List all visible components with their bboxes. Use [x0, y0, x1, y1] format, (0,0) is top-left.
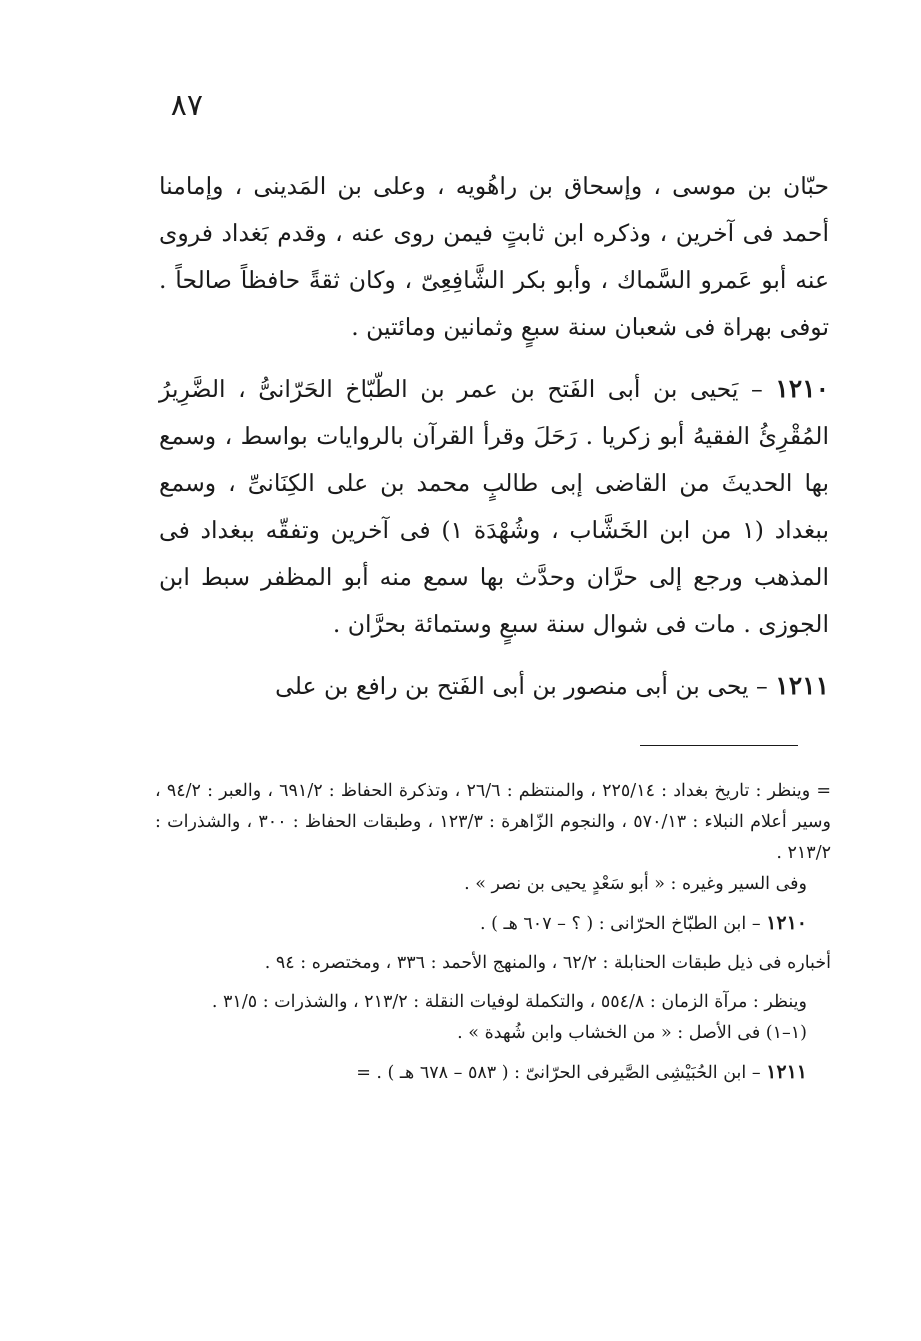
- footnote-number: ١٢١١: [766, 1061, 807, 1083]
- footnote-line: (١–١) فى الأصل : « من الخشاب وابن شُهدة » .: [457, 1023, 807, 1043]
- footnote-number: ١٢١٠: [766, 912, 807, 934]
- entry-1210: [159, 365, 829, 648]
- main-text: [159, 163, 829, 710]
- entry-number: ١٢١٠: [775, 374, 829, 403]
- entry-number: ١٢١١: [775, 671, 829, 700]
- footnote-1211: [155, 1057, 831, 1089]
- footnote-line: أخباره فى ذيل طبقات الحنابلة : ٦٢/٢ ، والمنهج الأحمد : ٣٣٦ ، ومختصره : ٩٤ .: [264, 953, 831, 973]
- paragraph-continuation: حبّان بن موسى ، وإسحاق بن راهُويه ، وعلى بن المَدينى ، وإمامنا أحمد فى آخرين ، وذكره ابن ثابتٍ فيمن روى عنه ، وقدم بَغداد فروى عنه أبو عَمرو السَّماك ، وأبو بكر الشَّافِعِىّ ، وكان ثقةً حافظاً صالحاً . توفى بهراة فى شعبان سنة سبعٍ وثمانين ومائتين .: [159, 172, 829, 341]
- entry-1211: [159, 662, 829, 710]
- footnote-text: – ابن الطبّاخ الحرّانى : ( ؟ – ٦٠٧ هـ ) .: [479, 914, 767, 934]
- footnote-text: – ابن الحُبَيْشِى الصَّيرفى الحرّانىّ : ( ٥٨٣ – ٦٧٨ هـ ) . =: [356, 1063, 767, 1083]
- footnote-divider: [640, 745, 798, 746]
- footnote-line: وينظر : مرآة الزمان : ٥٥٤/٨ ، والتكملة لوفيات النقلة : ٢١٣/٢ ، والشذرات : ٣١/٥ .: [211, 992, 807, 1012]
- entry-text: – يحى بن أبى منصور بن أبى الفَتح بن رافع بن على: [275, 672, 776, 700]
- footnote-line: وفى السير وغيره : « أبو سَعْدٍ يحيى بن نصر » .: [464, 874, 807, 894]
- entry-text: – يَحيى بن أبى الفَتح بن عمر بن الطّبّاخ الحَرّانىُّ ، الضَّرِيرُ المُقْرِئُ الفقيهُ أبو زكريا . رَحَلَ وقرأ القرآن بالروايات بواسط ، وسمع بها الحديثَ من القاضى إبى طالبٍ محمد بن على الكِنَانىِّ ، وسمع ببغداد (١ من ابن الخَشَّاب ، وشُهْدَة ١) فى آخرين وتفقّه ببغداد فى المذهب ورجع إلى حرَّان وحدَّث بها سمع منه أبو المظفر سبط ابن الجوزى . مات فى شوال سنة سبعٍ وستمائة بحرَّان .: [159, 375, 829, 638]
- footnote-line: = وينظر : تاريخ بغداد : ٢٢٥/١٤ ، والمنتظم : ٢٦/٦ ، وتذكرة الحفاظ : ٦٩١/٢ ، والعبر : ٩٤/٢ ، وسير أعلام النبلاء : ٥٧٠/١٣ ، والنجوم الزّاهرة : ١٢٣/٣ ، وطبقات الحفاظ : ٣٠٠ ، والشذرات : ٢١٣/٢ .: [155, 781, 831, 863]
- footnote-1210: [155, 908, 831, 940]
- footnotes: [155, 776, 831, 1089]
- page-number: ٨٧: [170, 88, 203, 123]
